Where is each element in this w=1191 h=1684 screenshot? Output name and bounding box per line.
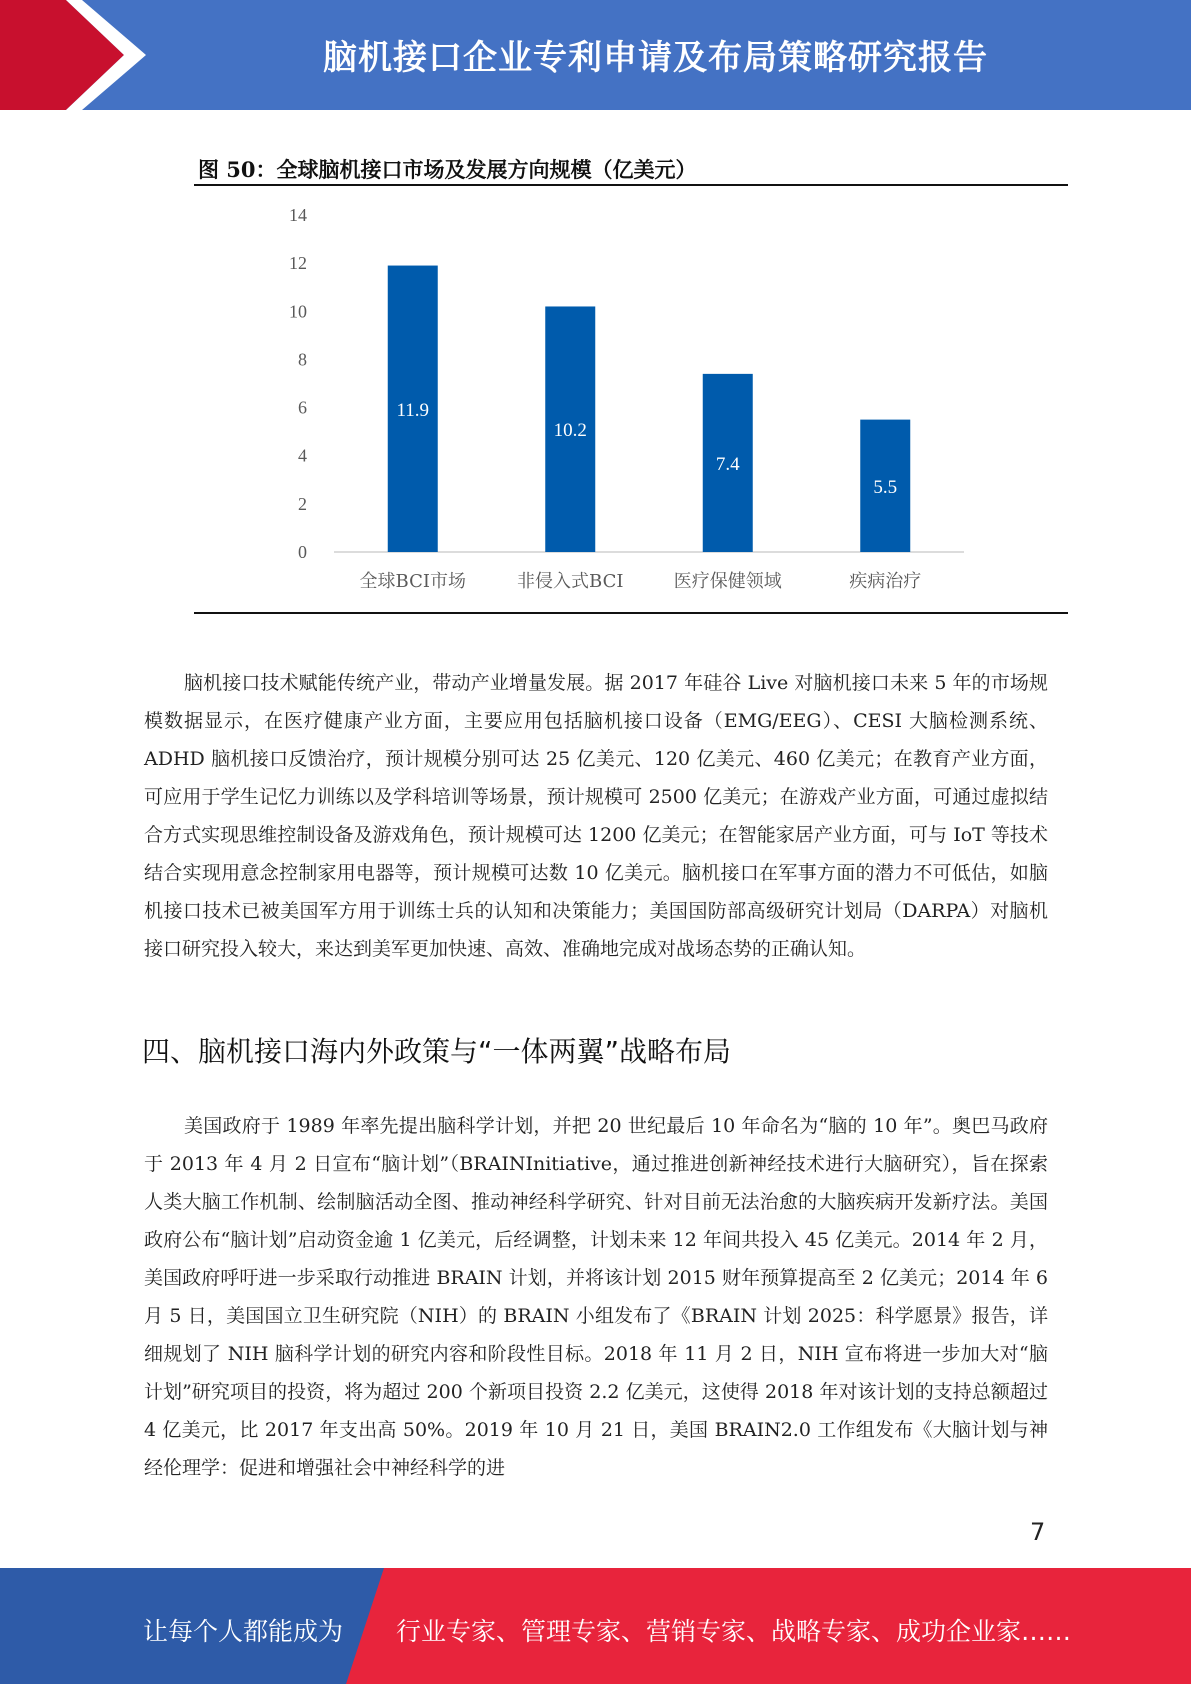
bar-value-label: 7.4 xyxy=(715,453,740,475)
y-tick-label: 2 xyxy=(298,493,307,514)
y-tick-label: 0 xyxy=(298,542,307,562)
figure-bottom-rule xyxy=(194,612,1068,614)
figure-caption: 图 50：全球脑机接口市场及发展方向规模（亿美元） xyxy=(198,157,697,182)
y-tick-label: 8 xyxy=(298,349,307,370)
section-heading: 四、脑机接口海内外政策与“一体两翼”战略布局 xyxy=(142,1035,732,1068)
footer-slogan-right: 行业专家、管理专家、营销专家、战略专家、成功企业家…… xyxy=(396,1617,1072,1646)
footer-slogan-left: 让每个人都能成为 xyxy=(143,1617,344,1646)
x-category-label: 疾病治疗 xyxy=(849,571,922,592)
x-category-label: 全球BCI市场 xyxy=(359,571,466,592)
page-number: 7 xyxy=(1030,1518,1046,1546)
figure-top-rule xyxy=(194,184,1068,186)
y-tick-label: 10 xyxy=(289,301,307,322)
y-axis-tick-labels xyxy=(289,205,307,562)
y-tick-label: 12 xyxy=(289,253,307,274)
bar-value-label: 10.2 xyxy=(553,420,587,442)
body-paragraph-2: 美国政府于 1989 年率先提出脑科学计划，并把 20 世纪最后 10 年命名为“脑的 10 年”。奥巴马政府于 2013 年 4 月 2 日宣布“脑计划”（BRAINInitiative，通过推进创新神经技术进行大脑研究），旨在探索人类大脑工作机制、绘制脑活动全图、推动神经科学研究、针对目前无法治愈的大脑疾病开发新疗法。美国政府公布“脑计划”启动资金逾 1 亿美元，后经调整，计划未来 12 年间共投入 45 亿美元。2014 年 2 月，美国政府呼吁进一步采取行动推进 BRAIN 计划，并将该计划 2015 财年预算提高至 2 亿美元；2014 年 6 月 5 日，美国国立卫生研究院（NIH）的 BRAIN 小组发布了《BRAIN 计划 2025：科学愿景》报告，详细规划了 NIH 脑科学计划的研究内容和阶段性目标。2018 年 11 月 2 日，NIH 宣布将进一步加大对“脑计划”研究项目的投资，将为超过 200 个新项目投资 2.2 亿美元，这使得 2018 年对该计划的支持总额超过 4 亿美元，比 2017 年支出高 50%。2019 年 10 月 21 日，美国 BRAIN2.0 工作组发布《大脑计划与神经伦理学：促进和增强社会中神经科学的进 xyxy=(144,1115,1048,1479)
page-header xyxy=(0,0,1191,110)
bar-chart xyxy=(194,190,994,610)
bar-value-label: 11.9 xyxy=(396,399,430,421)
value-labels-group xyxy=(396,400,897,498)
y-tick-label: 14 xyxy=(289,205,307,225)
bar-value-label: 5.5 xyxy=(873,476,898,498)
page-footer xyxy=(0,1568,1191,1684)
x-category-label: 非侵入式BCI xyxy=(517,571,624,592)
y-tick-label: 6 xyxy=(298,397,307,418)
body-paragraph-1: 脑机接口技术赋能传统产业，带动产业增量发展。据 2017 年硅谷 Live 对脑机接口未来 5 年的市场规模数据显示，在医疗健康产业方面，主要应用包括脑机接口设备（EMG/EEG）、CESI 大脑检测系统、ADHD 脑机接口反馈治疗，预计规模分别可达 25 亿美元、120 亿美元、460 亿美元；在教育产业方面，可应用于学生记忆力训练以及学科培训等场景，预计规模可 2500 亿美元；在游戏产业方面，可通过虚拟结合方式实现思维控制设备及游戏角色，预计规模可达 1200 亿美元；在智能家居产业方面，可与 IoT 等技术结合实现用意念控制家用电器等，预计规模可达数 10 亿美元。脑机接口在军事方面的潜力不可低估，如脑机接口技术已被美国军方用于训练士兵的认知和决策能力；美国国防部高级研究计划局（DARPA）对脑机接口研究投入较大，来达到美军更加快速、高效、准确地完成对战场态势的正确认知。 xyxy=(144,672,1048,960)
x-axis-category-labels xyxy=(360,571,922,592)
y-tick-label: 4 xyxy=(298,445,307,466)
x-category-label: 医疗保健领域 xyxy=(673,571,782,592)
bars-group xyxy=(388,266,911,552)
report-title: 脑机接口企业专利申请及布局策略研究报告 xyxy=(323,38,988,78)
